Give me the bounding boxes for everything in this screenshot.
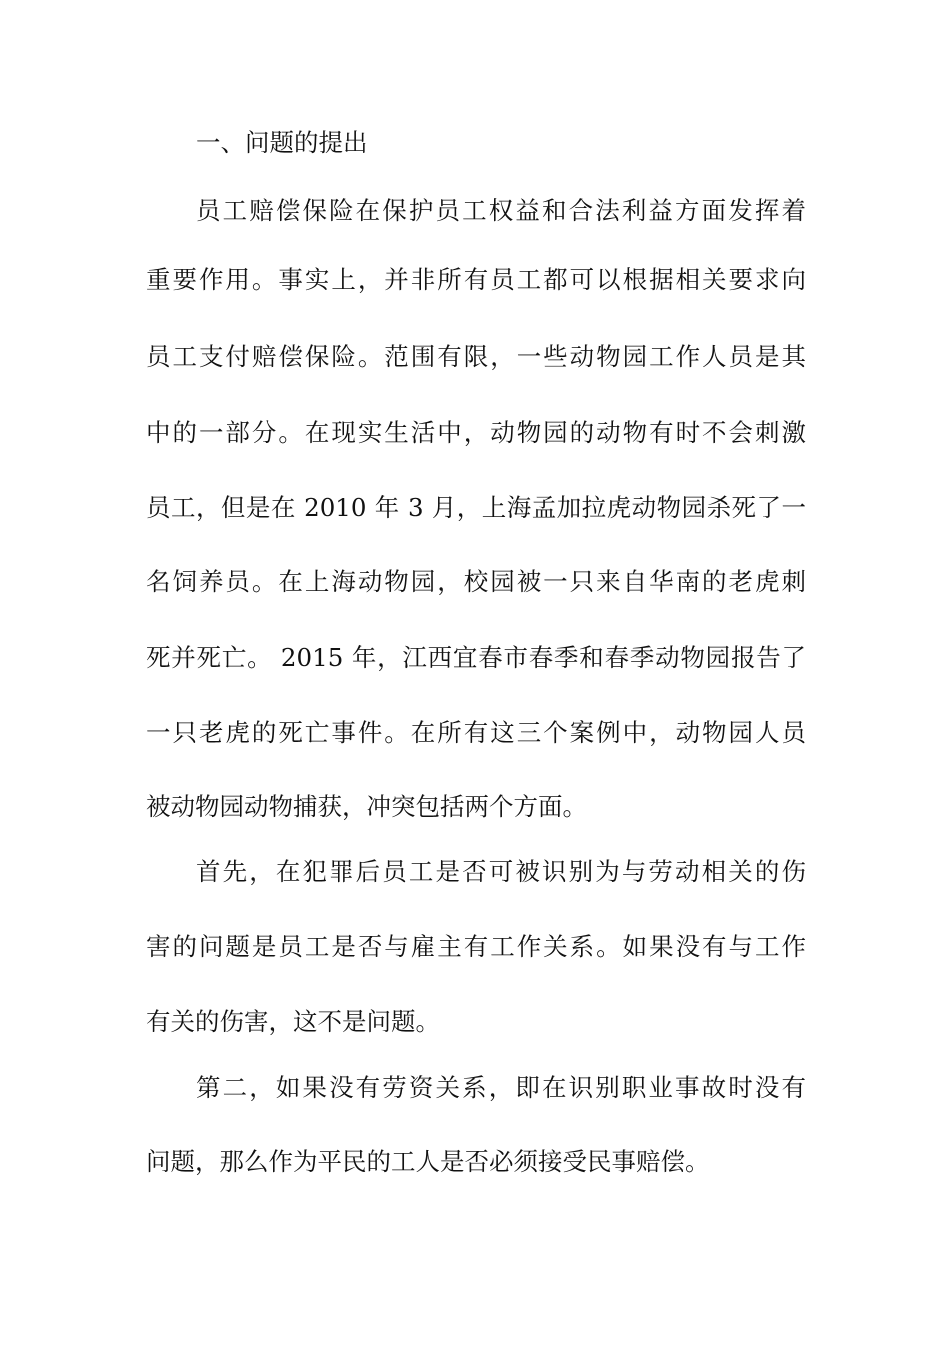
text-line: 员工支付赔偿保险。范围有限，一些动物园工作人员是其 — [146, 342, 806, 371]
text-line: 有关的伤害，这不是问题。 — [146, 1007, 440, 1036]
text-line: 问题，那么作为平民的工人是否必须接受民事赔偿。 — [146, 1147, 710, 1176]
text-line: 害的问题是员工是否与雇主有工作关系。如果没有与工作 — [146, 932, 806, 961]
text-line: 死并死亡。 2015 年，江西宜春市春季和春季动物园报告了 — [146, 643, 806, 672]
text-line: 中的一部分。在现实生活中，动物园的动物有时不会刺激 — [146, 418, 806, 447]
text-line: 一只老虎的死亡事件。在所有这三个案例中，动物园人员 — [146, 718, 806, 747]
text-line: 重要作用。事实上，并非所有员工都可以根据相关要求向 — [146, 265, 806, 294]
text-line: 员工赔偿保险在保护员工权益和合法利益方面发挥着 — [196, 196, 806, 225]
text-line: 首先，在犯罪后员工是否可被识别为与劳动相关的伤 — [196, 857, 806, 886]
text-line: 第二，如果没有劳资关系，即在识别职业事故时没有 — [196, 1073, 806, 1102]
text-line: 被动物园动物捕获，冲突包括两个方面。 — [146, 792, 587, 821]
section-heading: 一、问题的提出 — [196, 128, 368, 157]
text-line: 员工，但是在 2010 年 3 月，上海孟加拉虎动物园杀死了一 — [146, 493, 806, 522]
text-line: 名饲养员。在上海动物园，校园被一只来自华南的老虎刺 — [146, 567, 806, 596]
